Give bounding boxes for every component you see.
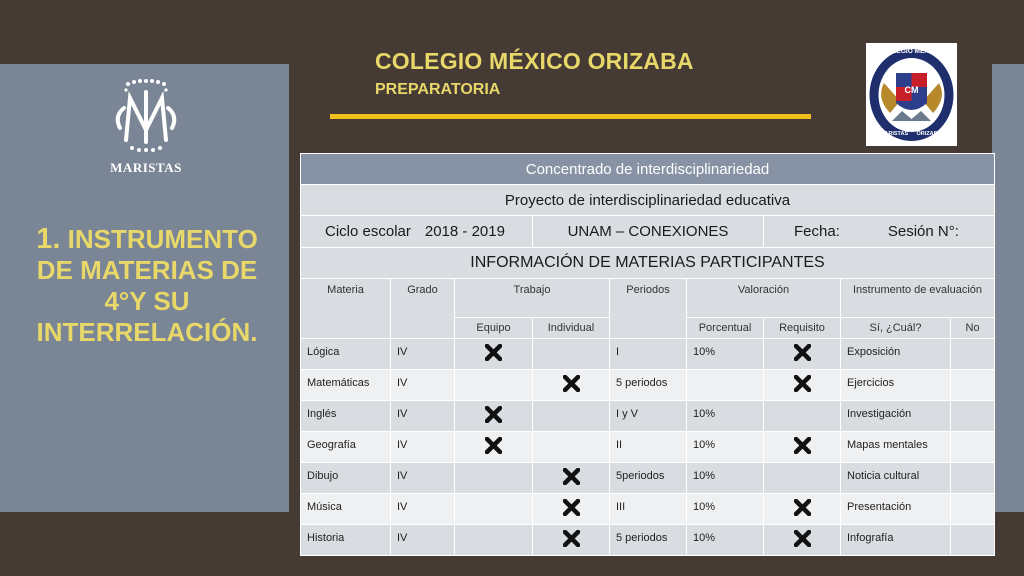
- ciclo-cell: [301, 216, 533, 248]
- instrumento-cell: Noticia cultural: [841, 463, 951, 494]
- data-rows: [301, 339, 995, 556]
- project-title: Proyecto de interdisciplinariedad educativa: [301, 185, 995, 216]
- cross-mark-icon: [485, 352, 502, 364]
- individual-cell: [533, 432, 610, 463]
- cross-mark-icon: [563, 476, 580, 488]
- requisito-cell: [764, 370, 841, 401]
- grado-cell: IV: [391, 463, 455, 494]
- maristas-wordmark: MARISTAS: [110, 160, 182, 175]
- periodos-cell: III: [610, 494, 687, 525]
- table-row: [301, 525, 995, 556]
- no-cell: [951, 494, 995, 525]
- grado-cell: IV: [391, 339, 455, 370]
- periodos-cell: I: [610, 339, 687, 370]
- grado-cell: IV: [391, 370, 455, 401]
- equipo-cell: [455, 401, 533, 432]
- porcentual-cell: 10%: [687, 401, 764, 432]
- subcol-individual: Individual: [533, 318, 610, 339]
- cross-mark-icon: [794, 507, 811, 519]
- subcol-requisito: Requisito: [764, 318, 841, 339]
- col-grado: Grado: [391, 279, 455, 339]
- no-cell: [951, 525, 995, 556]
- title-divider: [330, 114, 811, 119]
- crest-icon: [866, 43, 957, 146]
- periodos-cell: I y V: [610, 401, 687, 432]
- equipo-cell: [455, 339, 533, 370]
- equipo-cell: [455, 463, 533, 494]
- subcol-equipo: Equipo: [455, 318, 533, 339]
- crest-initials: CM: [904, 85, 919, 95]
- individual-cell: [533, 370, 610, 401]
- periodos-cell: II: [610, 432, 687, 463]
- subcol-porcentual: Porcentual: [687, 318, 764, 339]
- porcentual-cell: 10%: [687, 463, 764, 494]
- maristas-monogram-icon: [106, 78, 186, 158]
- periodos-cell: 5 periodos: [610, 370, 687, 401]
- requisito-cell: [764, 525, 841, 556]
- cross-mark-icon: [794, 383, 811, 395]
- info-section-title: INFORMACIÓN DE MATERIAS PARTICIPANTES: [301, 248, 995, 279]
- materia-cell: Inglés: [301, 401, 391, 432]
- grado-cell: IV: [391, 432, 455, 463]
- no-cell: [951, 370, 995, 401]
- instrumento-cell: Ejercicios: [841, 370, 951, 401]
- school-crest: [866, 43, 957, 146]
- crest-bottom-left: MARISTAS: [879, 131, 909, 137]
- crest-bottom-right: ORIZABA: [916, 131, 942, 137]
- school-name: COLEGIO MÉXICO ORIZABA: [375, 48, 694, 74]
- fecha-label: Fecha:: [794, 223, 840, 240]
- subcol-si-cual: Sí, ¿Cuál?: [841, 318, 951, 339]
- cross-mark-icon: [485, 414, 502, 426]
- materia-cell: Matemáticas: [301, 370, 391, 401]
- table-row: [301, 370, 995, 401]
- cross-mark-icon: [563, 538, 580, 550]
- table-row: [301, 432, 995, 463]
- program-name: UNAM – CONEXIONES: [533, 216, 764, 248]
- col-instrumento: Instrumento de evaluación: [841, 279, 995, 318]
- cross-mark-icon: [563, 507, 580, 519]
- materia-cell: Lógica: [301, 339, 391, 370]
- slide-title-text: INSTRUMENTO DE MATERIAS DE 4°Y SU INTERRELACIÓN.: [36, 224, 258, 347]
- porcentual-cell: 10%: [687, 525, 764, 556]
- porcentual-cell: [687, 370, 764, 401]
- grado-cell: IV: [391, 494, 455, 525]
- interdisciplinarity-table: [300, 153, 994, 556]
- requisito-cell: [764, 494, 841, 525]
- col-valoracion: Valoración: [687, 279, 841, 318]
- no-cell: [951, 463, 995, 494]
- porcentual-cell: 10%: [687, 432, 764, 463]
- requisito-cell: [764, 463, 841, 494]
- individual-cell: [533, 339, 610, 370]
- slide-title-number: 1.: [36, 223, 61, 255]
- slide-title: [24, 224, 270, 348]
- equipo-cell: [455, 432, 533, 463]
- ciclo-value: 2018 - 2019: [424, 223, 505, 240]
- requisito-cell: [764, 432, 841, 463]
- equipo-cell: [455, 494, 533, 525]
- equipo-cell: [455, 525, 533, 556]
- grado-cell: IV: [391, 401, 455, 432]
- col-trabajo: Trabajo: [455, 279, 610, 318]
- instrumento-cell: Exposición: [841, 339, 951, 370]
- col-periodos: Periodos: [610, 279, 687, 339]
- fecha-sesion-cell: [764, 216, 995, 248]
- crest-top-text: COLEGIO MÉXICO: [882, 48, 941, 55]
- cross-mark-icon: [485, 445, 502, 457]
- individual-cell: [533, 401, 610, 432]
- equipo-cell: [455, 370, 533, 401]
- maristas-logo: [96, 78, 196, 182]
- materia-cell: Geografía: [301, 432, 391, 463]
- individual-cell: [533, 463, 610, 494]
- table-row: [301, 401, 995, 432]
- individual-cell: [533, 525, 610, 556]
- table-header: Concentrado de interdisciplinariedad: [301, 154, 995, 185]
- instrumento-cell: Investigación: [841, 401, 951, 432]
- materia-cell: Música: [301, 494, 391, 525]
- sesion-label: Sesión N°:: [887, 223, 959, 240]
- cross-mark-icon: [794, 538, 811, 550]
- no-cell: [951, 401, 995, 432]
- subcol-no: No: [951, 318, 995, 339]
- grado-cell: IV: [391, 525, 455, 556]
- no-cell: [951, 432, 995, 463]
- requisito-cell: [764, 401, 841, 432]
- table-row: [301, 339, 995, 370]
- materia-cell: Dibujo: [301, 463, 391, 494]
- instrumento-cell: Presentación: [841, 494, 951, 525]
- cross-mark-icon: [794, 445, 811, 457]
- materia-cell: Historia: [301, 525, 391, 556]
- cross-mark-icon: [794, 352, 811, 364]
- individual-cell: [533, 494, 610, 525]
- instrumento-cell: Infografía: [841, 525, 951, 556]
- no-cell: [951, 339, 995, 370]
- porcentual-cell: 10%: [687, 339, 764, 370]
- instrumento-cell: Mapas mentales: [841, 432, 951, 463]
- table-row: [301, 463, 995, 494]
- cross-mark-icon: [563, 383, 580, 395]
- periodos-cell: 5periodos: [610, 463, 687, 494]
- table-row: [301, 494, 995, 525]
- right-strip: [992, 64, 1024, 512]
- porcentual-cell: 10%: [687, 494, 764, 525]
- school-subtitle: PREPARATORIA: [375, 81, 501, 98]
- col-materia: Materia: [301, 279, 391, 339]
- ciclo-label: Ciclo escolar: [325, 223, 411, 240]
- periodos-cell: 5 periodos: [610, 525, 687, 556]
- requisito-cell: [764, 339, 841, 370]
